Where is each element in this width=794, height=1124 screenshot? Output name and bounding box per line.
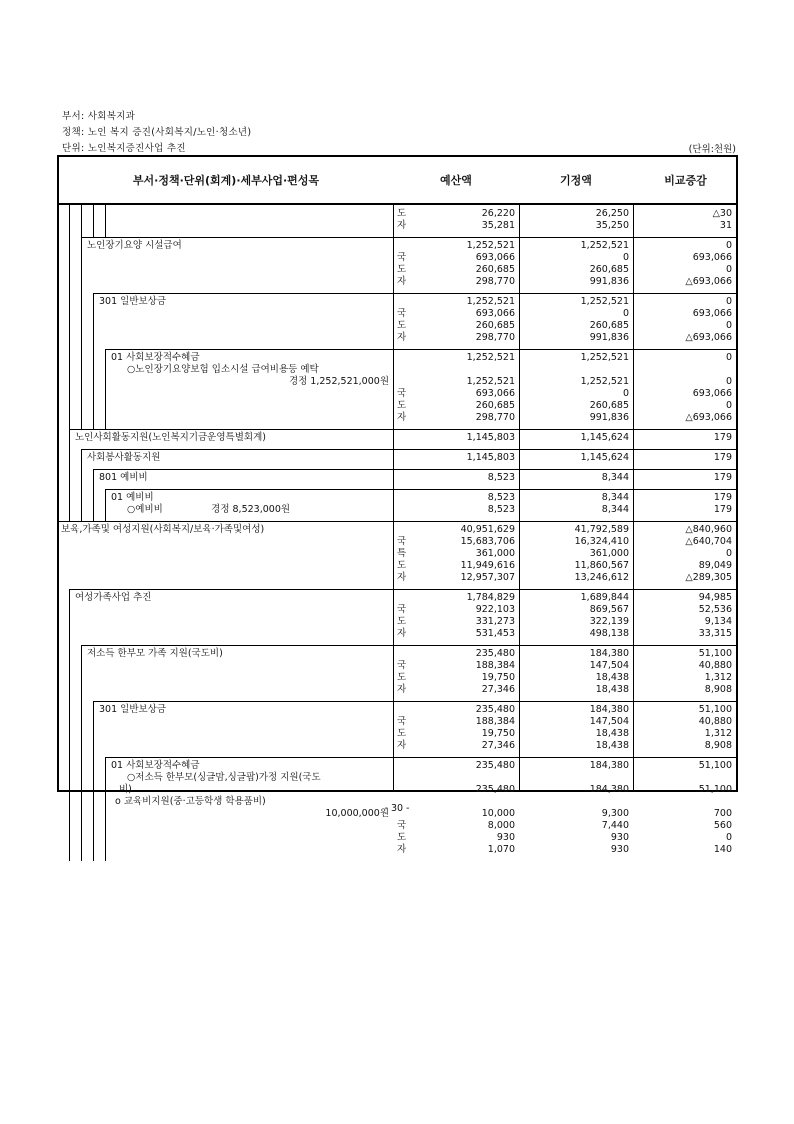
- diff-value: 52,536: [698, 604, 732, 615]
- previous-value: 498,138: [589, 628, 629, 639]
- budget-value: 298,770: [475, 276, 515, 287]
- previous-value: 11,860,567: [574, 560, 629, 571]
- hierarchy-line: [69, 701, 70, 757]
- hierarchy-line: [69, 449, 70, 469]
- diff-value: △840,960: [685, 524, 732, 535]
- previous-value: 1,252,521: [580, 240, 629, 251]
- diff-value: △693,066: [685, 412, 732, 423]
- previous-value: 9,300: [601, 808, 629, 819]
- previous-value: 8,344: [601, 492, 629, 503]
- previous-value: 147,504: [589, 716, 629, 727]
- funding-source: 국: [397, 252, 407, 263]
- budget-value: 19,750: [481, 728, 515, 739]
- row-label: 노인장기요양 시설급여: [87, 240, 182, 251]
- budget-value: 331,273: [475, 616, 515, 627]
- previous-value: 18,438: [595, 728, 629, 739]
- funding-source: 자: [397, 572, 407, 583]
- policy-line: 정책: 노인 복지 증진(사회복지/노인·청소년): [62, 127, 252, 138]
- row-separator: [105, 349, 736, 350]
- previous-value: 184,380: [589, 648, 629, 659]
- diff-value: △693,066: [685, 332, 732, 343]
- column-header-previous: 기정액: [519, 157, 633, 205]
- budget-value: 8,523: [487, 504, 515, 515]
- previous-value: 260,685: [589, 320, 629, 331]
- diff-value: 0: [725, 320, 732, 331]
- diff-value: 0: [725, 832, 732, 843]
- diff-value: 40,880: [698, 716, 732, 727]
- hierarchy-line: [105, 205, 106, 237]
- previous-value: 322,139: [589, 616, 629, 627]
- dept-line: 부서: 사회복지과: [62, 111, 136, 122]
- funding-source: 국: [397, 716, 407, 727]
- budget-value: 693,066: [475, 388, 515, 399]
- hierarchy-line: [69, 469, 70, 489]
- budget-value: 1,252,521: [466, 376, 515, 387]
- row-label: ○저소득 한부모(싱글맘,싱글팝)가정 지원(국도: [127, 772, 321, 783]
- funding-source: 국: [397, 604, 407, 615]
- previous-value: 0: [622, 308, 629, 319]
- previous-value: 184,380: [589, 784, 629, 795]
- previous-value: 930: [610, 844, 629, 855]
- diff-value: 0: [725, 240, 732, 251]
- budget-value: 235,480: [475, 784, 515, 795]
- previous-value: 8,344: [601, 504, 629, 515]
- unit-label: (단위:천원): [688, 144, 736, 155]
- previous-value: 991,836: [589, 332, 629, 343]
- row-label: 저소득 한부모 가족 지원(국도비): [87, 648, 223, 659]
- funding-source: 도: [397, 320, 407, 331]
- diff-value: 560: [713, 820, 732, 831]
- funding-source: 도: [397, 616, 407, 627]
- row-label: 경정 1,252,521,000원: [288, 376, 389, 387]
- hierarchy-line: [81, 645, 82, 701]
- diff-value: △640,704: [685, 536, 732, 547]
- diff-value: 8,908: [704, 684, 732, 695]
- diff-value: 8,908: [704, 740, 732, 751]
- diff-value: 51,100: [698, 648, 732, 659]
- hierarchy-line: [69, 237, 70, 293]
- previous-value: 1,252,521: [580, 296, 629, 307]
- row-label: 01 사회보장적수혜금: [111, 352, 200, 363]
- budget-value: 693,066: [475, 252, 515, 263]
- hierarchy-line: [81, 489, 82, 521]
- budget-value: 235,480: [475, 704, 515, 715]
- budget-value: 693,066: [475, 308, 515, 319]
- page-number: - 30 -: [384, 803, 410, 814]
- previous-value: 930: [610, 832, 629, 843]
- previous-value: 8,344: [601, 472, 629, 483]
- row-label: ○노인장기요양보험 입소시설 급여비용등 예탁: [127, 364, 319, 375]
- budget-value: 531,453: [475, 628, 515, 639]
- budget-value: 1,252,521: [466, 296, 515, 307]
- previous-value: 41,792,589: [574, 524, 629, 535]
- unit-line: 단위: 노인복지증진사업 추진: [62, 143, 186, 154]
- funding-source: 자: [397, 684, 407, 695]
- previous-value: 184,380: [589, 704, 629, 715]
- hierarchy-line: [81, 349, 82, 429]
- diff-value: △289,305: [685, 572, 732, 583]
- row-label: 301 일반보상금: [99, 296, 167, 307]
- budget-value: 35,281: [481, 220, 515, 231]
- budget-value: 40,951,629: [460, 524, 515, 535]
- budget-value: 19,750: [481, 672, 515, 683]
- diff-value: 179: [713, 452, 732, 463]
- hierarchy-line: [69, 293, 70, 349]
- row-label: 비): [119, 784, 132, 795]
- previous-value: 184,380: [589, 760, 629, 771]
- row-label: 10,000,000원: [325, 808, 389, 819]
- budget-value: 235,480: [475, 760, 515, 771]
- budget-value: 260,685: [475, 400, 515, 411]
- previous-value: 869,567: [589, 604, 629, 615]
- previous-value: 147,504: [589, 660, 629, 671]
- row-separator: [81, 237, 736, 238]
- previous-value: 1,689,844: [580, 592, 629, 603]
- previous-value: 18,438: [595, 740, 629, 751]
- budget-value: 188,384: [475, 660, 515, 671]
- diff-value: 9,134: [704, 616, 732, 627]
- diff-value: 0: [725, 376, 732, 387]
- row-separator: [81, 645, 736, 646]
- budget-value: 1,784,829: [466, 592, 515, 603]
- diff-value: 94,985: [698, 592, 732, 603]
- previous-value: 1,145,624: [580, 452, 629, 463]
- funding-source: 국: [397, 820, 407, 831]
- row-separator: [93, 701, 736, 702]
- funding-source: 도: [397, 832, 407, 843]
- previous-value: 26,250: [595, 208, 629, 219]
- funding-source: 국: [397, 536, 407, 547]
- previous-value: 1,252,521: [580, 352, 629, 363]
- row-label: 노인사회활동지원(노인복지기금운영특별회계): [75, 432, 266, 443]
- row-label: 여성가족사업 추진: [75, 592, 152, 603]
- row-label: 301 일반보상금: [99, 704, 167, 715]
- hierarchy-line: [81, 701, 82, 757]
- diff-value: 0: [725, 400, 732, 411]
- funding-source: 도: [397, 728, 407, 739]
- previous-value: 7,440: [601, 820, 629, 831]
- diff-value: 1,312: [704, 672, 732, 683]
- hierarchy-line: [93, 293, 94, 349]
- diff-value: 51,100: [698, 760, 732, 771]
- budget-value: 260,685: [475, 320, 515, 331]
- hierarchy-line: [93, 469, 94, 489]
- budget-value: 11,949,616: [460, 560, 515, 571]
- diff-value: 1,312: [704, 728, 732, 739]
- budget-value: 1,252,521: [466, 240, 515, 251]
- hierarchy-line: [69, 489, 70, 521]
- previous-value: 260,685: [589, 400, 629, 411]
- hierarchy-line: [81, 469, 82, 489]
- diff-value: 140: [713, 844, 732, 855]
- funding-source: 도: [397, 560, 407, 571]
- hierarchy-line: [69, 205, 70, 237]
- row-separator: [81, 449, 736, 450]
- diff-value: 693,066: [692, 308, 732, 319]
- hierarchy-line: [93, 205, 94, 237]
- funding-source: 도: [397, 208, 407, 219]
- row-separator: [105, 489, 736, 490]
- diff-value: 179: [713, 504, 732, 515]
- hierarchy-line: [93, 489, 94, 521]
- funding-source: 국: [397, 308, 407, 319]
- hierarchy-line: [81, 293, 82, 349]
- previous-value: 18,438: [595, 684, 629, 695]
- budget-value: 12,957,307: [460, 572, 515, 583]
- budget-value: 8,523: [487, 472, 515, 483]
- budget-value: 235,480: [475, 648, 515, 659]
- funding-source: 자: [397, 628, 407, 639]
- row-label: 801 예비비: [99, 472, 148, 483]
- row-label: 01 사회보장적수혜금: [111, 760, 200, 771]
- funding-source: 자: [397, 740, 407, 751]
- column-header-budget: 예산액: [393, 157, 519, 205]
- diff-value: 40,880: [698, 660, 732, 671]
- column-header-diff: 비교증감: [633, 157, 738, 205]
- hierarchy-line: [69, 349, 70, 429]
- diff-value: 693,066: [692, 388, 732, 399]
- column-header-category: 부서·정책·단위(회계)·세부사업·편성목: [59, 157, 393, 205]
- previous-value: 991,836: [589, 412, 629, 423]
- row-label: o 교육비지원(중·고등학생 학용품비): [115, 796, 266, 807]
- hierarchy-line: [105, 489, 106, 521]
- row-label: 01 예비비: [111, 492, 154, 503]
- budget-value: 27,346: [481, 684, 515, 695]
- row-label: ○예비비 경정 8,523,000원: [127, 504, 291, 515]
- diff-value: 89,049: [698, 560, 732, 571]
- diff-value: △693,066: [685, 276, 732, 287]
- budget-value: 1,145,803: [466, 452, 515, 463]
- row-separator: [69, 429, 736, 430]
- funding-source: 도: [397, 264, 407, 275]
- row-separator: [69, 589, 736, 590]
- hierarchy-line: [81, 237, 82, 293]
- diff-value: 693,066: [692, 252, 732, 263]
- funding-source: 자: [397, 332, 407, 343]
- budget-value: 1,252,521: [466, 352, 515, 363]
- previous-value: 1,252,521: [580, 376, 629, 387]
- budget-value: 26,220: [481, 208, 515, 219]
- previous-value: 0: [622, 252, 629, 263]
- funding-source: 자: [397, 220, 407, 231]
- budget-value: 8,523: [487, 492, 515, 503]
- budget-value: 260,685: [475, 264, 515, 275]
- diff-value: 0: [725, 548, 732, 559]
- budget-value: 1,070: [487, 844, 515, 855]
- funding-source: 특: [397, 548, 407, 559]
- hierarchy-line: [69, 429, 70, 449]
- hierarchy-line: [69, 645, 70, 701]
- hierarchy-line: [93, 701, 94, 757]
- budget-value: 930: [496, 832, 515, 843]
- diff-value: 0: [725, 264, 732, 275]
- diff-value: 51,100: [698, 784, 732, 795]
- diff-value: 0: [725, 352, 732, 363]
- previous-value: 16,324,410: [574, 536, 629, 547]
- funding-source: 도: [397, 672, 407, 683]
- row-label: 사회봉사활동지원: [87, 452, 161, 463]
- previous-value: 13,246,612: [574, 572, 629, 583]
- previous-value: 0: [622, 388, 629, 399]
- previous-value: 260,685: [589, 264, 629, 275]
- funding-source: 도: [397, 400, 407, 411]
- budget-value: 922,103: [475, 604, 515, 615]
- row-separator: [93, 293, 736, 294]
- budget-value: 1,145,803: [466, 432, 515, 443]
- funding-source: 국: [397, 388, 407, 399]
- hierarchy-line: [105, 349, 106, 429]
- hierarchy-line: [81, 205, 82, 237]
- diff-value: 51,100: [698, 704, 732, 715]
- previous-value: 1,145,624: [580, 432, 629, 443]
- previous-value: 991,836: [589, 276, 629, 287]
- diff-value: △30: [712, 208, 732, 219]
- previous-value: 35,250: [595, 220, 629, 231]
- previous-value: 18,438: [595, 672, 629, 683]
- diff-value: 179: [713, 492, 732, 503]
- hierarchy-line: [93, 349, 94, 429]
- funding-source: 국: [397, 660, 407, 671]
- diff-value: 0: [725, 296, 732, 307]
- row-separator: [59, 521, 736, 522]
- funding-source: 자: [397, 412, 407, 423]
- hierarchy-line: [81, 449, 82, 469]
- budget-value: 361,000: [475, 548, 515, 559]
- budget-value: 298,770: [475, 332, 515, 343]
- hierarchy-line: [69, 589, 70, 645]
- previous-value: 361,000: [589, 548, 629, 559]
- budget-value: 188,384: [475, 716, 515, 727]
- budget-value: 15,683,706: [460, 536, 515, 547]
- diff-value: 700: [713, 808, 732, 819]
- budget-value: 298,770: [475, 412, 515, 423]
- diff-value: 179: [713, 432, 732, 443]
- row-label: 보육,가족및 여성지원(사회복지/보육·가족및여성): [61, 524, 265, 535]
- row-separator: [105, 757, 736, 758]
- budget-value: 27,346: [481, 740, 515, 751]
- budget-value: 10,000: [481, 808, 515, 819]
- diff-value: 33,315: [698, 628, 732, 639]
- row-separator: [93, 469, 736, 470]
- diff-value: 179: [713, 472, 732, 483]
- budget-value: 8,000: [487, 820, 515, 831]
- diff-value: 31: [719, 220, 732, 231]
- funding-source: 자: [397, 276, 407, 287]
- funding-source: 자: [397, 844, 407, 855]
- budget-table: [57, 155, 738, 855]
